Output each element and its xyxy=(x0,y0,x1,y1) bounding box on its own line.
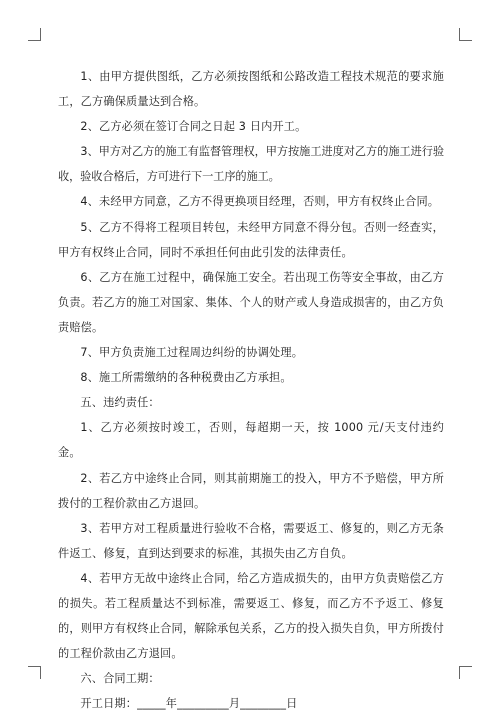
clause-7: 7、甲方负责施工过程周边纠纷的协调处理。 xyxy=(80,346,304,360)
clause-3: 3、甲方对乙方的施工有监督管理权，甲方按施工进度对乙方的施工进行验收，验收合格后，方可进行下一工序的施工。 xyxy=(58,145,444,184)
breach-clause-4: 4、若甲方无故中途终止合同，给乙方造成损失的，由甲方负责赔偿乙方的损失。若工程质量达不到标准，需要返工、修复，而乙方不予返工、修复的，则甲方有权终止合同，解除承包关系，乙方的投入损失自负，甲方所拨付的工程价款由乙方退回。 xyxy=(58,571,444,661)
clause-2: 2、乙方必须在签订合同之日起 3 日内开工。 xyxy=(80,120,307,134)
crop-mark-top-left xyxy=(28,28,41,41)
clause-8: 8、施工所需缴纳的各种税费由乙方承担。 xyxy=(80,371,292,385)
start-date-line: 开工日期：_____年_________月________日 xyxy=(80,697,298,711)
section-heading-breach: 五、违约责任： xyxy=(80,396,160,410)
crop-mark-bottom-left xyxy=(28,666,41,679)
clause-4: 4、未经甲方同意，乙方不得更换项目经理，否则，甲方有权终止合同。 xyxy=(80,195,440,209)
clause-5: 5、乙方不得将工程项目转包，未经甲方同意不得分包。否则一经查实，甲方有权终止合同，同时不承担任何由此引发的法律责任。 xyxy=(58,220,444,259)
clause-6: 6、乙方在施工过程中，确保施工安全。若出现工伤等安全事故，由乙方负责。若乙方的施工对国家、集体、个人的财产或人身造成损害的，由乙方负责赔偿。 xyxy=(58,270,444,334)
breach-clause-1: 1、乙方必须按时竣工，否则，每超期一天，按 1000 元/天支付违约金。 xyxy=(58,421,444,460)
clause-1: 1、由甲方提供图纸，乙方必须按图纸和公路改造工程技术规范的要求施工，乙方确保质量达到合格。 xyxy=(58,70,444,109)
section-heading-duration: 六、合同工期： xyxy=(80,672,160,686)
crop-mark-bottom-right xyxy=(459,666,472,679)
breach-clause-2: 2、若乙方中途终止合同，则其前期施工的投入，甲方不予赔偿，甲方所拨付的工程价款由乙方退回。 xyxy=(58,471,444,510)
contract-body xyxy=(58,64,444,716)
crop-mark-top-right xyxy=(459,28,472,41)
breach-clause-3: 3、若甲方对工程质量进行验收不合格，需要返工、修复的，则乙方无条件返工、修复，直到达到要求的标准，其损失由乙方自负。 xyxy=(58,521,444,560)
